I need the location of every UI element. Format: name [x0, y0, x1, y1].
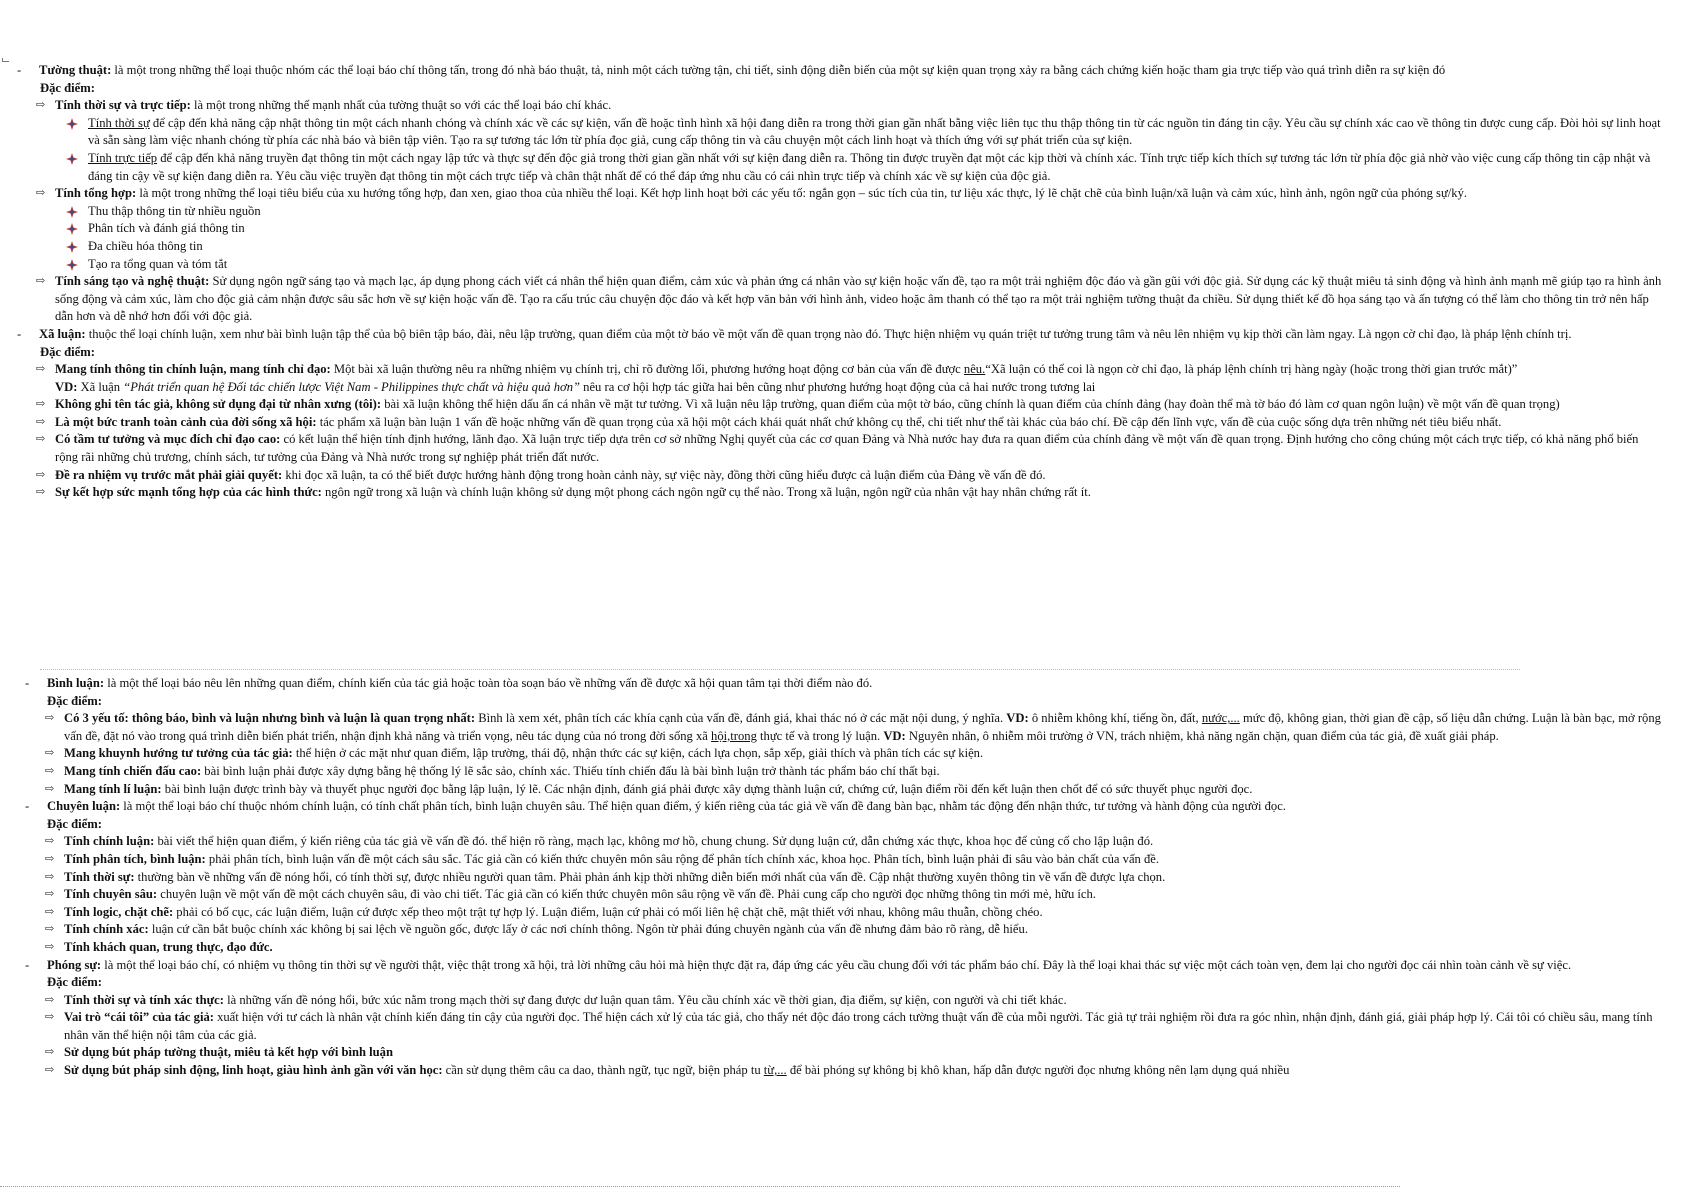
feature-item [0, 414, 1685, 432]
feature-term: Tính thời sự: [64, 869, 135, 884]
feature-text: “Xã luận có thể coi là ngọn cờ chỉ đạo, là pháp lệnh chính trị hàng ngày (hoặc trong thời gian trước mắt)” [985, 362, 1518, 377]
arrow-bullet-icon: ⇨ [36, 275, 46, 288]
feature-text: xuất hiện với tư cách là nhân vật chính kiến đáng tin cậy của người đọc. Thể hiện cách xử lý của tác giả, cho thấy nét độc đáo trong cách tường thuật vấn đề của mỗi người. Tác giả tự trải nghiệm rồi đưa ra góc nhìn, nhận định, đánh giá, giải pháp hợp lý. Cái tôi có chiều sâu, mang tính nhân văn thể hiện nội tâm của các giả. [64, 1010, 1653, 1042]
feature-label: Đặc điểm: [40, 344, 95, 359]
def-chuyen-luan: là một thể loại báo chí thuộc nhóm chính luận, có tính chất phân tích, bình luận chuyên sâu. Thể hiện quan điểm, ý kiến riêng của tác giả về vấn đề đang bàn bạc, nhằm tác động đến nhận thức, tư tưởng và hành động của người đọc. [120, 799, 1286, 814]
cross-bullet-icon [66, 241, 78, 253]
feature-text: bài viết thể hiện quan điểm, ý kiến riêng của tác giả về vấn đề đó. thể hiện rõ ràng, mạch lạc, không mơ hồ, chung chung. Sử dụng luận cứ, dẫn chứng xác thực, khoa học để củng cố cho lập luận đó. [154, 834, 1154, 849]
feature-label: Đặc điểm: [47, 975, 102, 990]
arrow-bullet-icon: ⇨ [36, 486, 46, 499]
feature-item [0, 763, 1685, 781]
feature-label: Đặc điểm: [47, 693, 102, 708]
feature-text: phải có bố cục, các luận điểm, luận cứ được xếp theo một trật tự hợp lý. Luận điểm, luận cứ phải có mối liên hệ chặt chẽ, mật thiết với nhau, không mâu thuẫn, chồng chéo. [173, 904, 1043, 919]
heading-phong-su [0, 957, 1685, 975]
feature-item [0, 710, 1685, 745]
arrow-bullet-icon: ⇨ [45, 905, 55, 918]
feature-item [0, 1009, 1685, 1044]
arrow-bullet-icon: ⇨ [45, 764, 55, 777]
feature-term: Tính phân tích, bình luận: [64, 851, 206, 866]
arrow-bullet-icon: ⇨ [36, 398, 46, 411]
feature-term: Có 3 yếu tố: thông báo, bình và luận nhưng bình và luận là quan trọng nhất: [64, 711, 476, 726]
feature-label: Đặc điểm: [47, 816, 102, 831]
arrow-bullet-icon: ⇨ [45, 940, 55, 953]
feature-text: thể hiện ở các mặt như quan điểm, lập trường, thái độ, nhận thức các sự kiện, cách lựa chọn, sắp xếp, giải thích và phân tích các sự kiện. [292, 746, 984, 761]
feature-text: Sử dụng ngôn ngữ sáng tạo và mạch lạc, áp dụng phong cách viết cá nhân thể hiện quan điểm, cảm xúc và phản ứng cá nhân vào sự kiện hoặc vấn đề, tạo ra một trải nghiệm độc đáo và gần gũi với độc giả. Sử dụng các kỹ thuật miêu tả sinh động và hình ảnh mạnh mẽ giúp tạo ra hình ảnh sống động và cảm xúc, làm cho độc giả cảm nhận được sâu sắc hơn về sự kiện hoặc vấn đề. Tạo ra cấu trúc câu chuyện độc đáo và kết hợp văn bản với hình ảnh, video hoặc âm thanh có thể tạo ra một trải nghiệm tường thuật đa chiều. Sử dụng thiết kế đồ họa sáng tạo và ấn tượng có thể làm cho thông tin trở nên hấp dẫn hơn và dễ nhớ hơn đối với độc giả. [55, 274, 1662, 324]
feature-text: bài xã luận không thể hiện dấu ấn cá nhân về mặt tư tưởng. Vì xã luận nêu lập trường, quan điểm của một tờ báo, cũng chính là quan điểm của chính đảng (hay đoàn thể mà tờ báo đó làm cơ quan ngôn luận) về một vấn đề quan trọng) [381, 397, 1560, 412]
sub-item [0, 238, 1685, 256]
feature-item [0, 851, 1685, 869]
feature-text: là một trong những thế mạnh nhất của tường thuật so với các thể loại báo chí khác. [190, 98, 612, 113]
example-text: nêu ra cơ hội hợp tác giữa hai bên cũng như phương hướng hoạt động của cả hai nước trong tương lai [580, 379, 1096, 394]
feature-item [0, 939, 1685, 957]
sub-item [0, 256, 1685, 274]
feature-item [0, 396, 1685, 414]
feature-text: luận cứ cần bắt buộc chính xác không bị sai lệch về nguồn gốc, được lấy ở các nơi chính thông. Ngôn từ phải đúng chuyên ngành của vấn đề nhưng đảm bảo rõ ràng, dễ hiểu. [148, 922, 1028, 937]
feature-item [0, 921, 1685, 939]
underlined-word: nước,... [1201, 711, 1240, 726]
feature-term: Vai trò “cái tôi” của tác giả: [64, 1010, 214, 1025]
feature-text: ngôn ngữ trong xã luận và chính luận không sử dụng một phong cách ngôn ngữ cụ thể nào. Trong xã luận, ngôn ngữ của nhân vật hay nhân chứng rất ít. [321, 485, 1091, 500]
term-tuong-thuat: Tường thuật: [39, 63, 112, 77]
feature-term: Mang tính chiến đấu cao: [64, 763, 202, 778]
example-line [0, 379, 1685, 397]
def-binh-luan: là một thể loại báo nêu lên những quan điểm, chính kiến của tác giả hoặc toàn tòa soạn báo về những vấn đề được xã hội quan tâm tại thời điểm nào đó. [104, 676, 873, 690]
arrow-bullet-icon: ⇨ [45, 712, 55, 725]
feature-item [0, 185, 1685, 203]
page-break-artifact [40, 669, 1520, 674]
cross-bullet-icon [66, 259, 78, 271]
arrow-bullet-icon: ⇨ [45, 852, 55, 865]
sub-text: Tạo ra tổng quan và tóm tắt [88, 256, 228, 271]
underlined-word: nêu. [963, 362, 986, 377]
cross-bullet-icon [66, 206, 78, 218]
feature-term: Tính chính xác: [64, 922, 149, 937]
feature-term: Đề ra nhiệm vụ trước mắt phải giải quyết: [55, 467, 283, 482]
heading-xa-luan [0, 326, 1685, 344]
feature-text: phải phân tích, bình luận vấn đề một cách sâu sắc. Tác giả cần có kiến thức chuyên môn sâu rộng để phân tích chính xác, khoa học. Phân tích, bình luận phải đi sâu vào bản chất của vấn đề. [205, 851, 1160, 866]
dash-bullet: - [25, 676, 30, 690]
feature-text: bài bình luận được trình bày và thuyết phục người đọc bằng lập luận, lý lẽ. Các nhận định, đánh giá phải được xây dựng thành luận cứ, chứng cứ, luận điểm rồi đến kết luận then chốt để có sức thuyết phục người đọc. [161, 781, 1253, 796]
feature-item [0, 467, 1685, 485]
sub-item [0, 150, 1685, 185]
feature-term: Mang khuynh hướng tư tưởng của tác giả: [64, 746, 293, 761]
feature-text: bài bình luận phải được xây dựng bằng hệ thống lý lẽ sắc sảo, chính xác. Thiếu tính chiến đấu là bài bình luận trở thành tác phẩm báo chí thất bại. [201, 763, 940, 778]
feature-term: Tính khách quan, trung thực, đạo đức. [64, 939, 273, 954]
arrow-bullet-icon: ⇨ [36, 415, 46, 428]
cross-bullet-icon [66, 118, 78, 130]
sub-text: Phân tích và đánh giá thông tin [88, 221, 245, 236]
cross-bullet-icon [66, 153, 78, 165]
feature-term: Có tầm tư tưởng và mục đích chỉ đạo cao: [55, 432, 281, 447]
feature-term: Tính logic, chặt chẽ: [64, 904, 174, 919]
arrow-bullet-icon: ⇨ [45, 835, 55, 848]
arrow-bullet-icon: ⇨ [45, 782, 55, 795]
feature-term: Sử dụng bút pháp tường thuật, miêu tả kết hợp với bình luận [64, 1045, 393, 1060]
sub-item [0, 115, 1685, 150]
feature-text: thực tế và trong lý luận. [756, 728, 884, 743]
def-phong-su: là một thể loại báo chí, có nhiệm vụ thông tin thời sự về người thật, việc thật trong xã hội, trả lời những câu hỏi mà hiện thực đặt ra, đáp ứng các yêu cầu chung đối với tác phẩm báo chí. Đây là thể loại khai thác sự việc một cách toàn vẹn, đem lại cho người đọc cái nhìn toàn cảnh về sự việc. [101, 957, 1572, 972]
feature-term: Tính chuyên sâu: [64, 887, 158, 902]
arrow-bullet-icon: ⇨ [45, 923, 55, 936]
dash-bullet: - [25, 799, 30, 814]
sub-item [0, 220, 1685, 238]
example-title: “Phát triển quan hệ Đối tác chiến lược Việt Nam - Philippines thực chất và hiệu quả hơn” [123, 379, 581, 394]
cross-bullet-icon [66, 223, 78, 235]
feature-text: khi đọc xã luận, ta có thể biết được hướng hành động trong hoàn cảnh này, sự việc này, đồng thời cũng hiểu được cả luận điểm của Đảng về vấn đề đó. [282, 467, 1046, 482]
sub-text: Thu thập thông tin từ nhiều nguồn [88, 203, 261, 218]
arrow-bullet-icon: ⇨ [45, 993, 55, 1006]
section-tuong-thuat-xa-luan [0, 62, 1685, 502]
arrow-bullet-icon: ⇨ [36, 363, 46, 376]
example-label: VD: [883, 728, 906, 743]
feature-text: thường bàn về những vấn đề nóng hổi, có tính thời sự, được nhiều người quan tâm. Phải phản ánh kịp thời những diễn biến mới nhất của vấn đề. Cập nhật thường xuyên thông tin về vấn đề được lựa chọn. [134, 869, 1166, 884]
arrow-bullet-icon: ⇨ [45, 888, 55, 901]
feature-text: là những vấn đề nóng hổi, bức xúc nằm trong mạch thời sự đang được dư luận quan tâm. Yêu cầu chính xác về thời gian, địa điểm, sự kiện, con người và chi tiết khác. [223, 992, 1067, 1007]
feature-item [0, 992, 1685, 1010]
feature-term: Không ghi tên tác giả, không sử dụng đại từ nhân xưng (tôi): [55, 397, 382, 412]
feature-item [0, 886, 1685, 904]
feature-text: chuyên luận về một vấn đề một cách chuyên sâu, đi vào chi tiết. Tác giả cần có kiến thức chuyên môn sâu rộng về vấn đề. Phải cung cấp cho người đọc những thông tin mới mẻ, hữu ích. [157, 887, 1096, 902]
feature-term: Tính thời sự và tính xác thực: [64, 992, 224, 1007]
arrow-bullet-icon: ⇨ [45, 1011, 55, 1024]
feature-text: Nguyên nhân, ô nhiễm môi trường ở VN, trách nhiệm, khả năng ngăn chặn, quan điểm của tác giả, đề xuất giải pháp. [905, 728, 1499, 743]
feature-term: Mang tính thông tin chính luận, mang tính chỉ đạo: [55, 362, 331, 377]
feature-text: cần sử dụng thêm câu ca dao, thành ngữ, tục ngữ, biện pháp tu [442, 1063, 764, 1078]
arrow-bullet-icon: ⇨ [45, 747, 55, 760]
arrow-bullet-icon: ⇨ [36, 468, 46, 481]
feature-item [0, 781, 1685, 799]
heading-binh-luan [0, 675, 1685, 693]
sub-text: Đa chiều hóa thông tin [88, 238, 203, 253]
example-label: VD: [1006, 711, 1029, 726]
feature-term: Tính thời sự và trực tiếp: [55, 98, 191, 113]
dash-bullet: - [25, 957, 30, 972]
term-chuyen-luan: Chuyên luận: [47, 799, 121, 814]
feature-item [0, 484, 1685, 502]
dash-bullet: - [17, 63, 22, 77]
feature-item [0, 1044, 1685, 1062]
arrow-bullet-icon: ⇨ [36, 187, 46, 200]
underlined-word: từ,... [763, 1063, 787, 1078]
sub-item [0, 203, 1685, 221]
feature-text: tác phẩm xã luận bàn luận 1 vấn đề hoặc những vấn đề quan trọng của xã hội một cách khái quát nhất chứ không cụ thể, chi tiết như thể tài khác của báo chí. Đề cập đến lĩnh vực, vấn đề của cuộc sống dựa trên những nét tiêu biểu nhất. [316, 414, 1502, 429]
feature-text: có kết luận thể hiện tính định hướng, lãnh đạo. Xã luận trực tiếp dựa trên cơ sở những Nghị quyết của các cơ quan Đảng và Nhà nước hay đưa ra quan điểm của chính đảng về một vấn đề quan trọng. Định hướng cho công chúng một cách trực tiếp, có khả năng phổ biến rộng rãi những chủ trương, chính sách, tư tưởng của Đảng và Nhà nước trong sự nghiệp phát triển đất nước. [55, 432, 1639, 465]
def-xa-luan: thuộc thể loại chính luận, xem như bài bình luận tập thể của bộ biên tập báo, đài, nêu lập trường, quan điểm của một tờ báo về một vấn đề quan trọng nào đó. Thực hiện nhiệm vụ quán triệt tư tưởng trung tâm và nêu lên nhiệm vụ kịp thời cần làm ngay. Là ngọn cờ chỉ đạo, là pháp lệnh chính trị. [85, 326, 1572, 341]
example-text: Xã luận [77, 379, 124, 394]
feature-item [0, 745, 1685, 763]
feature-term: Tính tổng hợp: [55, 186, 137, 201]
feature-term: Sự kết hợp sức mạnh tổng hợp của các hình thức: [55, 485, 322, 500]
feature-term: Tính chính luận: [64, 834, 155, 849]
feature-text: để bài phóng sự không bị khô khan, hấp dẫn được người đọc nhưng không nên lạm dụng quá nhiều [786, 1063, 1290, 1078]
arrow-bullet-icon: ⇨ [45, 1064, 55, 1077]
feature-item [0, 833, 1685, 851]
feature-term: Mang tính lí luận: [64, 781, 162, 796]
example-label: VD: [55, 379, 78, 394]
sub-term: Tính thời sự [88, 115, 150, 130]
feature-label: Đặc điểm: [40, 80, 95, 95]
underlined-word: hội,trong [711, 728, 757, 743]
feature-item [0, 273, 1685, 326]
arrow-bullet-icon: ⇨ [45, 870, 55, 883]
feature-term: Là một bức tranh toàn cảnh của đời sống xã hội: [55, 414, 317, 429]
heading-tuong-thuat [0, 62, 1685, 80]
feature-item [0, 869, 1685, 887]
dash-bullet: - [17, 326, 22, 341]
feature-item [0, 1062, 1685, 1080]
sub-text: để cập đến khả năng cập nhật thông tin một cách nhanh chóng và chính xác về các sự kiện, vấn đề hoặc tình hình xã hội đang diễn ra trong thời gian gần nhất bằng việc liên tục thu thập thông tin từ các nguồn tin đáng tin cậy. Yêu cầu sự chính xác cao về thông tin được cung cấp. Đòi hỏi sự linh hoạt và sẵn sàng làm việc nhanh chóng từ phía các nhà báo và biên tập viên. Tạo ra sự tương tác lớn từ phía đọc giả, cung cấp thông tin và câu chuyện một cách linh hoạt và thích ứng với sự phát triển của sự kiện. [88, 115, 1661, 148]
feature-text: là một trong những thể loại tiêu biểu của xu hướng tổng hợp, đan xen, giao thoa của nhiều thể loại. Kết hợp linh hoạt bởi các yếu tố: ngắn gọn – súc tích của tin, tư liệu xác thực, lý lẽ chặt chẽ của bình luận/xã luận và cảm xúc, hình ảnh, ngôn ngữ của phóng sự/ký. [136, 186, 1468, 201]
feature-text: Bình là xem xét, phân tích các khía cạnh của vấn đề, đánh giá, khai thác nó ở các mặt nội dung, ý nghĩa. [475, 711, 1007, 726]
term-xa-luan: Xã luận: [39, 326, 86, 341]
feature-term: Tính sáng tạo và nghệ thuật: [55, 274, 210, 289]
feature-item [0, 904, 1685, 922]
feature-item [0, 97, 1685, 115]
arrow-bullet-icon: ⇨ [45, 1046, 55, 1059]
feature-text: ô nhiễm không khí, tiếng ồn, đất, [1028, 711, 1202, 726]
feature-item [0, 431, 1685, 466]
feature-text: Một bài xã luận thường nêu ra những nhiệm vụ chính trị, chỉ rõ đường lối, phương hướng hoạt động cơ bản của vấn đề được [330, 362, 964, 377]
term-binh-luan: Bình luận: [47, 676, 105, 690]
feature-term: Sử dụng bút pháp sinh động, linh hoạt, giàu hình ảnh gần với văn học: [64, 1063, 443, 1078]
section-binh-luan-chuyen-luan-phong-su [0, 675, 1685, 1080]
term-phong-su: Phóng sự: [47, 957, 102, 972]
feature-item [0, 361, 1685, 379]
sub-term: Tính trực tiếp [88, 150, 158, 165]
def-tuong-thuat: là một trong những thể loại thuộc nhóm các thể loại báo chí thông tấn, trong đó nhà báo thuật, tả, ninh một cách tường tận, chi tiết, sinh động diễn biến của một sự kiện quan trọng xảy ra bằng cách chứng kiến hoặc tham gia trực tiếp vào quá trình diễn ra sự kiện đó [111, 63, 1446, 77]
feature-text: mức độ, không gian, thời gian đề cập, số liệu dẫn chứng. Luận là bàn bạc, mở rộng vấn đề, đặt nó vào trong quá trình diễn biến phát triển, nhận định khả năng và triển vọng, nêu tác dụng của nó trong đời sống xã [64, 711, 1661, 743]
arrow-bullet-icon: ⇨ [36, 99, 46, 112]
sub-text: để cập đến khả năng truyền đạt thông tin một cách ngay lập tức và thực sự đến độc giả trong thời gian gần nhất với sự kiện đang diễn ra. Thông tin được truyền đạt một các kịp thời và chính xác. Tính trực tiếp kích thích sự tương tác lớn từ phía độc giả nhờ vào việc cung cấp thông tin cập nhật và đáng tin cậy về sự kiện đang diễn ra. Yêu cầu việc truyền đạt thông tin một cách trực tiếp và chân thật nhất để có thể đáp ứng nhu cầu có cái nhìn trực tiếp và chính xác về sự kiện của độc giả. [88, 150, 1651, 183]
arrow-bullet-icon: ⇨ [36, 433, 46, 446]
heading-chuyen-luan [0, 798, 1685, 816]
